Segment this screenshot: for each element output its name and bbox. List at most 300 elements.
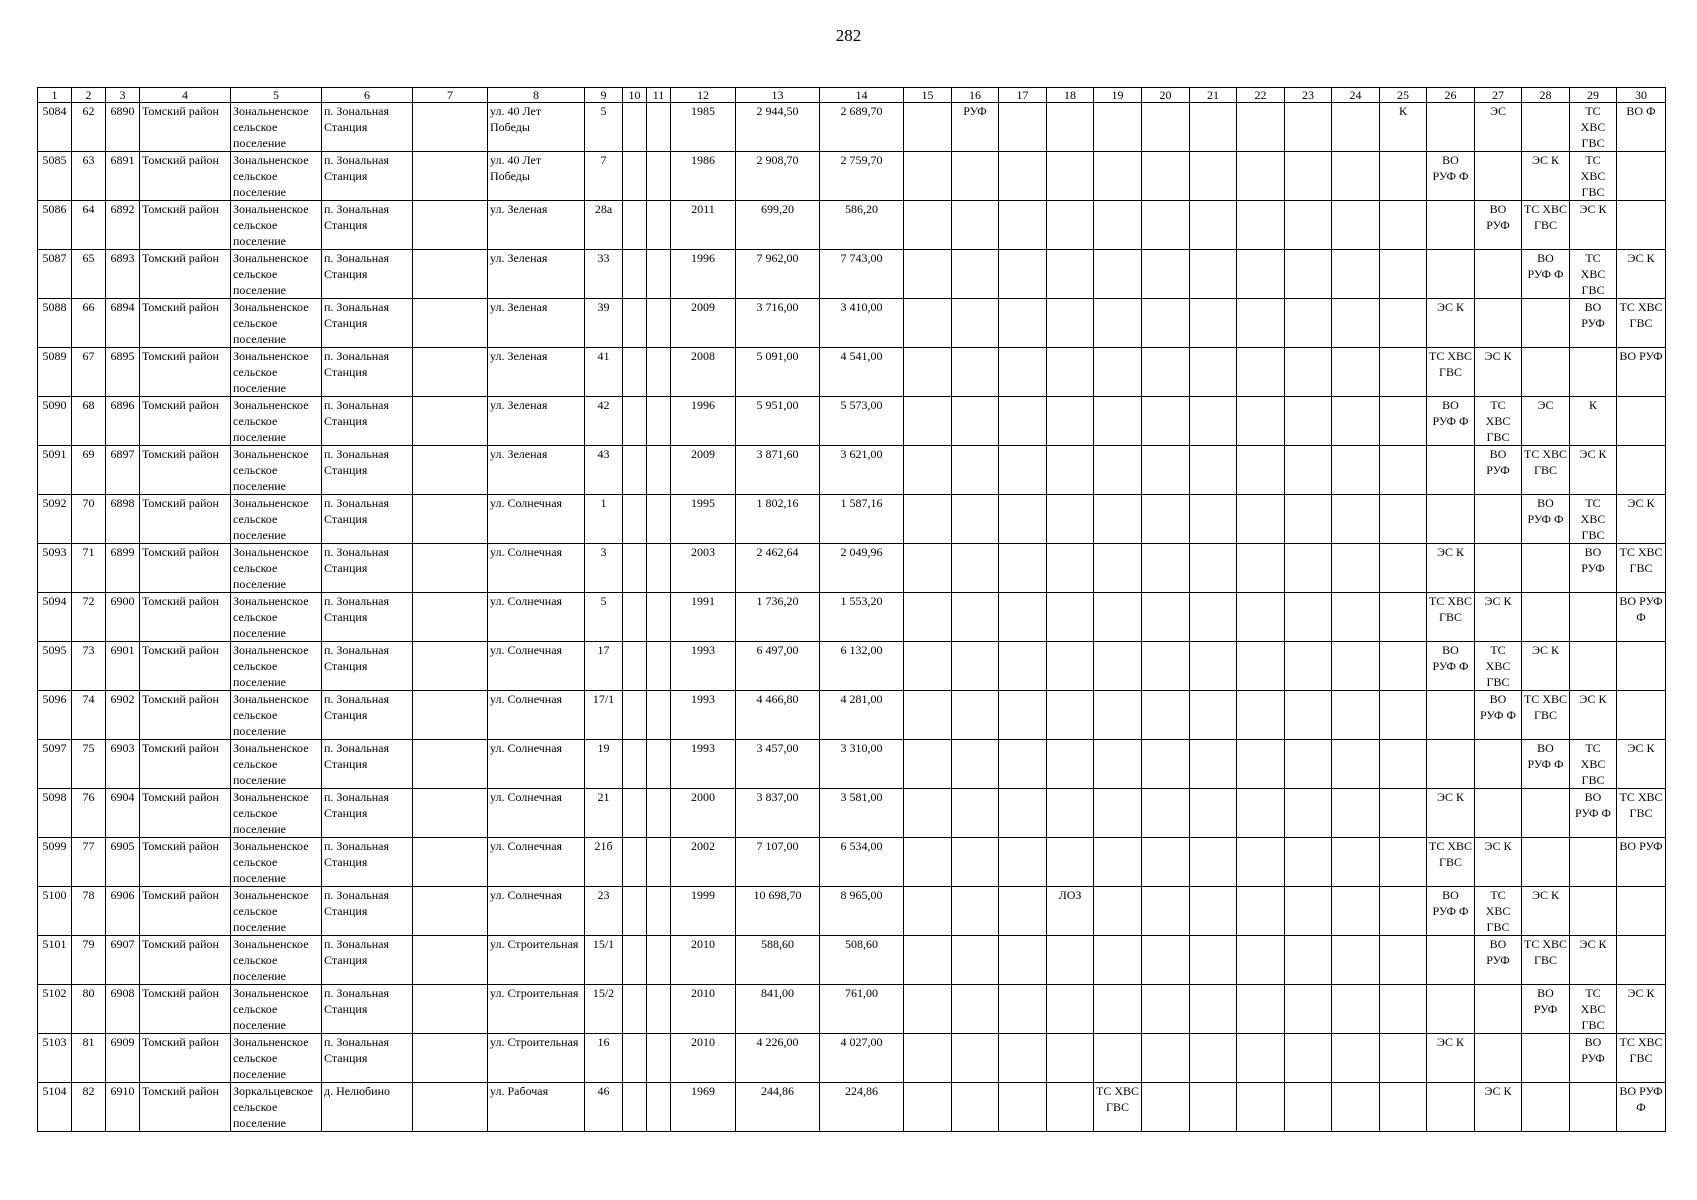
cell-col-26: ЭС К <box>1427 1034 1475 1083</box>
cell-col-18 <box>1047 446 1094 495</box>
cell-col-11 <box>647 495 671 544</box>
cell-col-15 <box>904 250 952 299</box>
cell-col-15 <box>904 397 952 446</box>
cell-col-4: Томский район <box>140 838 231 887</box>
cell-col-11 <box>647 593 671 642</box>
cell-col-25 <box>1380 495 1427 544</box>
cell-col-27 <box>1475 789 1522 838</box>
cell-col-24 <box>1332 887 1380 936</box>
cell-col-1: 5095 <box>38 642 72 691</box>
cell-col-23 <box>1285 789 1332 838</box>
cell-col-25 <box>1380 936 1427 985</box>
cell-col-27: ВО РУФ Ф <box>1475 691 1522 740</box>
cell-col-4: Томский район <box>140 887 231 936</box>
cell-col-25 <box>1380 201 1427 250</box>
column-number-28: 28 <box>1522 88 1570 103</box>
cell-col-19 <box>1094 887 1142 936</box>
cell-col-26 <box>1427 1083 1475 1132</box>
column-number-15: 15 <box>904 88 952 103</box>
cell-col-13: 841,00 <box>736 985 820 1034</box>
cell-col-26: ВО РУФ Ф <box>1427 397 1475 446</box>
cell-col-26 <box>1427 250 1475 299</box>
cell-col-1: 5099 <box>38 838 72 887</box>
cell-col-21 <box>1190 740 1237 789</box>
cell-col-18 <box>1047 250 1094 299</box>
cell-col-30 <box>1617 397 1666 446</box>
cell-col-14: 2 759,70 <box>820 152 904 201</box>
cell-col-15 <box>904 838 952 887</box>
cell-col-25 <box>1380 299 1427 348</box>
cell-col-18 <box>1047 936 1094 985</box>
cell-col-21 <box>1190 348 1237 397</box>
cell-col-25 <box>1380 740 1427 789</box>
cell-col-11 <box>647 1034 671 1083</box>
cell-col-11 <box>647 838 671 887</box>
cell-col-7 <box>413 397 488 446</box>
cell-col-4: Томский район <box>140 544 231 593</box>
cell-col-21 <box>1190 593 1237 642</box>
cell-col-1: 5100 <box>38 887 72 936</box>
cell-col-20 <box>1142 789 1190 838</box>
cell-col-17 <box>999 691 1047 740</box>
cell-col-24 <box>1332 152 1380 201</box>
cell-col-28: ВО РУФ Ф <box>1522 740 1570 789</box>
cell-col-15 <box>904 593 952 642</box>
cell-col-27: ВО РУФ <box>1475 446 1522 495</box>
cell-col-13: 4 466,80 <box>736 691 820 740</box>
cell-col-26: ЭС К <box>1427 789 1475 838</box>
cell-col-16 <box>952 838 999 887</box>
cell-col-11 <box>647 1083 671 1132</box>
cell-col-26 <box>1427 936 1475 985</box>
cell-col-12: 1996 <box>671 250 736 299</box>
cell-col-7 <box>413 495 488 544</box>
cell-col-24 <box>1332 985 1380 1034</box>
cell-col-8: ул. Солнечная <box>488 691 585 740</box>
cell-col-20 <box>1142 593 1190 642</box>
cell-col-5: Зональненское сельское поселение <box>231 838 322 887</box>
table-row <box>38 152 1666 201</box>
cell-col-22 <box>1237 299 1285 348</box>
cell-col-28 <box>1522 789 1570 838</box>
cell-col-5: Зональненское сельское поселение <box>231 789 322 838</box>
cell-col-11 <box>647 152 671 201</box>
cell-col-21 <box>1190 887 1237 936</box>
cell-col-20 <box>1142 103 1190 152</box>
cell-col-22 <box>1237 789 1285 838</box>
cell-col-20 <box>1142 838 1190 887</box>
cell-col-5: Зональненское сельское поселение <box>231 740 322 789</box>
table-row <box>38 642 1666 691</box>
cell-col-5: Зональненское сельское поселение <box>231 936 322 985</box>
column-number-2: 2 <box>72 88 106 103</box>
table-row <box>38 250 1666 299</box>
cell-col-6: п. Зональная Станция <box>322 446 413 495</box>
cell-col-3: 6901 <box>106 642 140 691</box>
column-number-30: 30 <box>1617 88 1666 103</box>
table-row <box>38 740 1666 789</box>
cell-col-26: ВО РУФ Ф <box>1427 152 1475 201</box>
cell-col-14: 3 310,00 <box>820 740 904 789</box>
cell-col-19 <box>1094 593 1142 642</box>
cell-col-29: ВО РУФ <box>1570 1034 1617 1083</box>
cell-col-14: 7 743,00 <box>820 250 904 299</box>
cell-col-24 <box>1332 1034 1380 1083</box>
cell-col-24 <box>1332 544 1380 593</box>
cell-col-9: 21б <box>585 838 623 887</box>
cell-col-18 <box>1047 985 1094 1034</box>
cell-col-6: п. Зональная Станция <box>322 936 413 985</box>
cell-col-30: ВО РУФ <box>1617 348 1666 397</box>
cell-col-27: ЭС К <box>1475 1083 1522 1132</box>
cell-col-1: 5089 <box>38 348 72 397</box>
cell-col-10 <box>623 250 647 299</box>
cell-col-11 <box>647 348 671 397</box>
cell-col-8: ул. Солнечная <box>488 740 585 789</box>
cell-col-27: ТС ХВС ГВС <box>1475 397 1522 446</box>
cell-col-27 <box>1475 299 1522 348</box>
cell-col-15 <box>904 544 952 593</box>
cell-col-8: ул. Строительная <box>488 985 585 1034</box>
cell-col-23 <box>1285 397 1332 446</box>
cell-col-14: 4 281,00 <box>820 691 904 740</box>
cell-col-15 <box>904 887 952 936</box>
cell-col-7 <box>413 446 488 495</box>
cell-col-27 <box>1475 985 1522 1034</box>
cell-col-30: ЭС К <box>1617 985 1666 1034</box>
cell-col-29: ЭС К <box>1570 201 1617 250</box>
cell-col-5: Зоркальцевское сельское поселение <box>231 1083 322 1132</box>
cell-col-15 <box>904 936 952 985</box>
cell-col-17 <box>999 642 1047 691</box>
cell-col-30 <box>1617 446 1666 495</box>
housing-register-table <box>37 87 1666 1132</box>
cell-col-20 <box>1142 152 1190 201</box>
cell-col-19 <box>1094 740 1142 789</box>
cell-col-13: 2 908,70 <box>736 152 820 201</box>
cell-col-24 <box>1332 250 1380 299</box>
column-number-1: 1 <box>38 88 72 103</box>
cell-col-17 <box>999 1034 1047 1083</box>
cell-col-6: п. Зональная Станция <box>322 348 413 397</box>
cell-col-2: 65 <box>72 250 106 299</box>
cell-col-11 <box>647 201 671 250</box>
cell-col-12: 1993 <box>671 691 736 740</box>
cell-col-9: 7 <box>585 152 623 201</box>
cell-col-30: ТС ХВС ГВС <box>1617 299 1666 348</box>
cell-col-18 <box>1047 691 1094 740</box>
cell-col-20 <box>1142 936 1190 985</box>
cell-col-3: 6892 <box>106 201 140 250</box>
cell-col-27: ВО РУФ <box>1475 936 1522 985</box>
cell-col-26 <box>1427 201 1475 250</box>
cell-col-6: п. Зональная Станция <box>322 397 413 446</box>
cell-col-26: ЭС К <box>1427 544 1475 593</box>
cell-col-9: 28а <box>585 201 623 250</box>
cell-col-3: 6894 <box>106 299 140 348</box>
column-number-12: 12 <box>671 88 736 103</box>
cell-col-22 <box>1237 495 1285 544</box>
cell-col-9: 17/1 <box>585 691 623 740</box>
cell-col-14: 224,86 <box>820 1083 904 1132</box>
cell-col-24 <box>1332 838 1380 887</box>
cell-col-20 <box>1142 250 1190 299</box>
cell-col-8: ул. Солнечная <box>488 887 585 936</box>
cell-col-12: 1969 <box>671 1083 736 1132</box>
cell-col-23 <box>1285 348 1332 397</box>
cell-col-19 <box>1094 250 1142 299</box>
cell-col-15 <box>904 103 952 152</box>
cell-col-6: п. Зональная Станция <box>322 103 413 152</box>
cell-col-8: ул. Зеленая <box>488 348 585 397</box>
cell-col-21 <box>1190 446 1237 495</box>
cell-col-9: 15/1 <box>585 936 623 985</box>
cell-col-27 <box>1475 1034 1522 1083</box>
cell-col-9: 46 <box>585 1083 623 1132</box>
cell-col-23 <box>1285 103 1332 152</box>
cell-col-29: ТС ХВС ГВС <box>1570 985 1617 1034</box>
cell-col-24 <box>1332 740 1380 789</box>
cell-col-6: д. Нелюбино <box>322 1083 413 1132</box>
cell-col-11 <box>647 397 671 446</box>
cell-col-13: 2 462,64 <box>736 544 820 593</box>
cell-col-21 <box>1190 299 1237 348</box>
cell-col-18 <box>1047 838 1094 887</box>
cell-col-12: 2003 <box>671 544 736 593</box>
column-number-13: 13 <box>736 88 820 103</box>
cell-col-2: 68 <box>72 397 106 446</box>
column-number-21: 21 <box>1190 88 1237 103</box>
cell-col-17 <box>999 593 1047 642</box>
cell-col-13: 6 497,00 <box>736 642 820 691</box>
cell-col-28: ЭС К <box>1522 642 1570 691</box>
cell-col-9: 33 <box>585 250 623 299</box>
cell-col-16: РУФ <box>952 103 999 152</box>
cell-col-28: ТС ХВС ГВС <box>1522 201 1570 250</box>
cell-col-5: Зональненское сельское поселение <box>231 495 322 544</box>
cell-col-29: ЭС К <box>1570 936 1617 985</box>
cell-col-16 <box>952 201 999 250</box>
cell-col-20 <box>1142 299 1190 348</box>
cell-col-14: 2 049,96 <box>820 544 904 593</box>
cell-col-10 <box>623 348 647 397</box>
cell-col-20 <box>1142 1083 1190 1132</box>
cell-col-1: 5085 <box>38 152 72 201</box>
table-row <box>38 936 1666 985</box>
column-number-3: 3 <box>106 88 140 103</box>
table-row <box>38 103 1666 152</box>
cell-col-9: 23 <box>585 887 623 936</box>
cell-col-19 <box>1094 299 1142 348</box>
cell-col-16 <box>952 250 999 299</box>
cell-col-3: 6895 <box>106 348 140 397</box>
cell-col-25 <box>1380 1034 1427 1083</box>
cell-col-17 <box>999 936 1047 985</box>
cell-col-15 <box>904 299 952 348</box>
cell-col-2: 77 <box>72 838 106 887</box>
cell-col-22 <box>1237 593 1285 642</box>
cell-col-5: Зональненское сельское поселение <box>231 887 322 936</box>
column-number-6: 6 <box>322 88 413 103</box>
cell-col-23 <box>1285 740 1332 789</box>
cell-col-4: Томский район <box>140 495 231 544</box>
cell-col-24 <box>1332 299 1380 348</box>
cell-col-6: п. Зональная Станция <box>322 740 413 789</box>
column-number-row <box>38 88 1666 103</box>
cell-col-10 <box>623 1034 647 1083</box>
cell-col-1: 5102 <box>38 985 72 1034</box>
table-row <box>38 495 1666 544</box>
cell-col-29 <box>1570 887 1617 936</box>
cell-col-12: 1999 <box>671 887 736 936</box>
cell-col-7 <box>413 593 488 642</box>
cell-col-10 <box>623 985 647 1034</box>
cell-col-19 <box>1094 838 1142 887</box>
cell-col-23 <box>1285 201 1332 250</box>
table-row <box>38 397 1666 446</box>
cell-col-13: 244,86 <box>736 1083 820 1132</box>
cell-col-6: п. Зональная Станция <box>322 299 413 348</box>
cell-col-22 <box>1237 642 1285 691</box>
cell-col-3: 6893 <box>106 250 140 299</box>
cell-col-30 <box>1617 887 1666 936</box>
cell-col-3: 6899 <box>106 544 140 593</box>
cell-col-1: 5091 <box>38 446 72 495</box>
cell-col-6: п. Зональная Станция <box>322 201 413 250</box>
cell-col-30 <box>1617 936 1666 985</box>
cell-col-30: ЭС К <box>1617 495 1666 544</box>
cell-col-11 <box>647 642 671 691</box>
cell-col-18 <box>1047 544 1094 593</box>
cell-col-25 <box>1380 397 1427 446</box>
cell-col-23 <box>1285 1083 1332 1132</box>
cell-col-21 <box>1190 838 1237 887</box>
cell-col-27: ЭС К <box>1475 348 1522 397</box>
cell-col-15 <box>904 348 952 397</box>
cell-col-21 <box>1190 1083 1237 1132</box>
cell-col-30: ТС ХВС ГВС <box>1617 1034 1666 1083</box>
table-row <box>38 789 1666 838</box>
cell-col-8: ул. Строительная <box>488 936 585 985</box>
cell-col-25 <box>1380 691 1427 740</box>
cell-col-14: 6 132,00 <box>820 642 904 691</box>
cell-col-29 <box>1570 348 1617 397</box>
cell-col-26 <box>1427 691 1475 740</box>
cell-col-26 <box>1427 103 1475 152</box>
cell-col-8: ул. Зеленая <box>488 250 585 299</box>
cell-col-12: 2008 <box>671 348 736 397</box>
cell-col-11 <box>647 789 671 838</box>
cell-col-27: ЭС К <box>1475 838 1522 887</box>
table-row <box>38 691 1666 740</box>
cell-col-3: 6907 <box>106 936 140 985</box>
cell-col-26 <box>1427 985 1475 1034</box>
cell-col-30: ВО РУФ Ф <box>1617 1083 1666 1132</box>
cell-col-9: 39 <box>585 299 623 348</box>
cell-col-17 <box>999 887 1047 936</box>
cell-col-5: Зональненское сельское поселение <box>231 985 322 1034</box>
cell-col-7 <box>413 838 488 887</box>
cell-col-23 <box>1285 299 1332 348</box>
cell-col-25 <box>1380 152 1427 201</box>
page-number: 282 <box>835 26 862 45</box>
cell-col-2: 76 <box>72 789 106 838</box>
cell-col-28 <box>1522 299 1570 348</box>
cell-col-24 <box>1332 446 1380 495</box>
cell-col-14: 3 621,00 <box>820 446 904 495</box>
cell-col-29: К <box>1570 397 1617 446</box>
cell-col-28: ВО РУФ <box>1522 985 1570 1034</box>
table-row <box>38 593 1666 642</box>
column-number-19: 19 <box>1094 88 1142 103</box>
cell-col-19: ТС ХВС ГВС <box>1094 1083 1142 1132</box>
cell-col-6: п. Зональная Станция <box>322 789 413 838</box>
cell-col-17 <box>999 348 1047 397</box>
cell-col-18 <box>1047 348 1094 397</box>
cell-col-25 <box>1380 1083 1427 1132</box>
cell-col-28: ВО РУФ Ф <box>1522 495 1570 544</box>
cell-col-9: 16 <box>585 1034 623 1083</box>
cell-col-25 <box>1380 348 1427 397</box>
cell-col-9: 5 <box>585 103 623 152</box>
cell-col-13: 2 944,50 <box>736 103 820 152</box>
cell-col-2: 80 <box>72 985 106 1034</box>
cell-col-2: 81 <box>72 1034 106 1083</box>
cell-col-2: 70 <box>72 495 106 544</box>
cell-col-20 <box>1142 740 1190 789</box>
cell-col-29 <box>1570 642 1617 691</box>
column-number-4: 4 <box>140 88 231 103</box>
cell-col-4: Томский район <box>140 936 231 985</box>
cell-col-7 <box>413 740 488 789</box>
cell-col-19 <box>1094 985 1142 1034</box>
cell-col-10 <box>623 103 647 152</box>
cell-col-21 <box>1190 250 1237 299</box>
cell-col-29: ТС ХВС ГВС <box>1570 495 1617 544</box>
cell-col-18 <box>1047 397 1094 446</box>
cell-col-4: Томский район <box>140 201 231 250</box>
cell-col-15 <box>904 446 952 495</box>
cell-col-3: 6890 <box>106 103 140 152</box>
cell-col-17 <box>999 103 1047 152</box>
cell-col-23 <box>1285 544 1332 593</box>
cell-col-11 <box>647 887 671 936</box>
cell-col-27 <box>1475 152 1522 201</box>
cell-col-22 <box>1237 1034 1285 1083</box>
cell-col-19 <box>1094 789 1142 838</box>
cell-col-13: 5 091,00 <box>736 348 820 397</box>
cell-col-9: 42 <box>585 397 623 446</box>
cell-col-5: Зональненское сельское поселение <box>231 152 322 201</box>
cell-col-5: Зональненское сельское поселение <box>231 593 322 642</box>
cell-col-21 <box>1190 642 1237 691</box>
cell-col-12: 1995 <box>671 495 736 544</box>
cell-col-21 <box>1190 201 1237 250</box>
cell-col-12: 1991 <box>671 593 736 642</box>
cell-col-8: ул. Рабочая <box>488 1083 585 1132</box>
cell-col-22 <box>1237 1083 1285 1132</box>
cell-col-16 <box>952 642 999 691</box>
cell-col-12: 2010 <box>671 936 736 985</box>
cell-col-8: ул. Зеленая <box>488 201 585 250</box>
cell-col-13: 7 962,00 <box>736 250 820 299</box>
cell-col-27 <box>1475 544 1522 593</box>
cell-col-19 <box>1094 1034 1142 1083</box>
cell-col-8: ул. 40 Лет Победы <box>488 103 585 152</box>
cell-col-28: ВО РУФ Ф <box>1522 250 1570 299</box>
cell-col-4: Томский район <box>140 789 231 838</box>
cell-col-15 <box>904 642 952 691</box>
